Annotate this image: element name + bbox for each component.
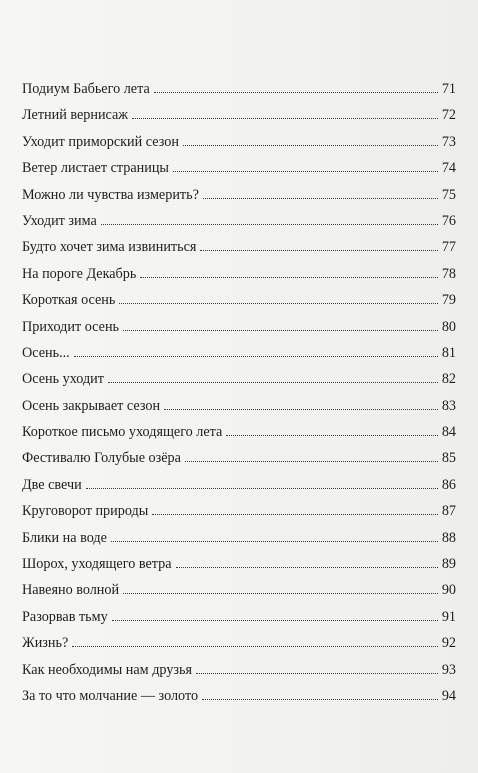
toc-entry-page-number: 80	[441, 318, 456, 335]
dot-leader	[123, 330, 438, 331]
dot-leader	[140, 277, 437, 278]
toc-entry-title: Короткая осень	[22, 292, 116, 309]
toc-entry-page-number: 83	[441, 397, 456, 414]
toc-entry	[22, 261, 456, 287]
toc-entry-title: Приходит осень	[22, 318, 120, 335]
toc-entry-page-number: 81	[441, 344, 456, 361]
toc-entry-title: Осень...	[22, 344, 70, 361]
toc-entry	[22, 340, 456, 366]
dot-leader	[164, 409, 438, 410]
toc-entry	[22, 630, 456, 656]
toc-entry-title: Блики на воде	[22, 529, 107, 546]
toc-entry-page-number: 91	[441, 608, 456, 625]
toc-entry-title: Летний вернисаж	[22, 107, 129, 124]
toc-entry-title: Как необходимы нам друзья	[22, 661, 193, 678]
toc-entry-page-number: 78	[441, 265, 456, 282]
dot-leader	[176, 567, 438, 568]
toc-entry-page-number: 90	[441, 582, 456, 599]
dot-leader	[101, 224, 438, 225]
toc-entry-title: Фестивалю Голубые озёра	[22, 450, 181, 467]
toc-entry-page-number: 72	[441, 107, 456, 124]
toc-entry-page-number: 73	[441, 133, 456, 150]
toc-entry	[22, 102, 456, 128]
toc-entry-title: Разорвав тьму	[22, 608, 108, 625]
toc-entry-page-number: 92	[441, 635, 456, 652]
dot-leader	[226, 435, 437, 436]
dot-leader	[108, 382, 438, 383]
toc-entry	[22, 155, 456, 181]
dot-leader	[196, 673, 438, 674]
toc-entry-title: Шорох, уходящего ветра	[22, 556, 172, 573]
toc-entry-page-number: 84	[441, 424, 456, 441]
dot-leader	[202, 699, 438, 700]
toc-entry-title: Круговорот природы	[22, 503, 149, 520]
toc-entry-title: На пороге Декабрь	[22, 265, 137, 282]
toc-entry	[22, 419, 456, 445]
toc-entry-page-number: 77	[441, 239, 456, 256]
dot-leader	[200, 250, 437, 251]
dot-leader	[132, 118, 438, 119]
toc-entry	[22, 683, 456, 709]
toc-entry-title: Будто хочет зима извиниться	[22, 239, 197, 256]
dot-leader	[173, 171, 438, 172]
toc-entry-page-number: 82	[441, 371, 456, 388]
dot-leader	[74, 356, 438, 357]
toc-entry-page-number: 86	[441, 476, 456, 493]
toc-entry-page-number: 93	[441, 661, 456, 678]
dot-leader	[123, 593, 438, 594]
dot-leader	[111, 541, 438, 542]
toc-entry-page-number: 87	[441, 503, 456, 520]
dot-leader	[154, 92, 438, 93]
dot-leader	[185, 461, 438, 462]
toc-entry-title: Уходит приморский сезон	[22, 133, 179, 150]
toc-entry	[22, 393, 456, 419]
toc-entry-title: За то что молчание — золото	[22, 687, 199, 704]
toc-entry	[22, 604, 456, 630]
toc-entry-title: Ветер листает страницы	[22, 160, 169, 177]
toc-entry	[22, 498, 456, 524]
toc-entry-page-number: 79	[441, 292, 456, 309]
toc-entry-page-number: 88	[441, 529, 456, 546]
toc-entry	[22, 472, 456, 498]
toc-entry	[22, 551, 456, 577]
toc-entry-title: Короткое письмо уходящего лета	[22, 424, 223, 441]
toc-entry-title: Две свечи	[22, 476, 82, 493]
toc-entry-title: Уходит зима	[22, 212, 97, 229]
dot-leader	[72, 646, 438, 647]
toc-entry-page-number: 74	[441, 160, 456, 177]
toc-entry-page-number: 76	[441, 212, 456, 229]
toc-entry-page-number: 85	[441, 450, 456, 467]
toc-entry	[22, 234, 456, 260]
toc-entry	[22, 314, 456, 340]
toc-entry	[22, 445, 456, 471]
toc-entry	[22, 182, 456, 208]
toc-entry	[22, 208, 456, 234]
toc-entry-page-number: 75	[441, 186, 456, 203]
toc-entry-title: Осень закрывает сезон	[22, 397, 161, 414]
toc-entry-title: Осень уходит	[22, 371, 104, 388]
toc-entry-title: Навеяно волной	[22, 582, 120, 599]
dot-leader	[183, 145, 438, 146]
toc-entry	[22, 287, 456, 313]
toc-entry-page-number: 71	[441, 81, 456, 97]
toc-entry-title: Можно ли чувства измерить?	[22, 186, 199, 203]
dot-leader	[86, 488, 438, 489]
dot-leader	[152, 514, 438, 515]
dot-leader	[203, 198, 438, 199]
dot-leader	[112, 620, 438, 621]
toc-entry	[22, 76, 456, 102]
toc-entry	[22, 525, 456, 551]
dot-leader	[119, 303, 437, 304]
toc-entry	[22, 657, 456, 683]
toc-entry	[22, 366, 456, 392]
toc-entry-title: Подиум Бабьего лета	[22, 81, 150, 97]
toc-entry-page-number: 89	[441, 556, 456, 573]
toc-entry	[22, 577, 456, 603]
toc-entry	[22, 129, 456, 155]
table-of-contents	[22, 76, 456, 709]
toc-entry-page-number: 94	[441, 687, 456, 704]
toc-entry-title: Жизнь?	[22, 635, 69, 652]
